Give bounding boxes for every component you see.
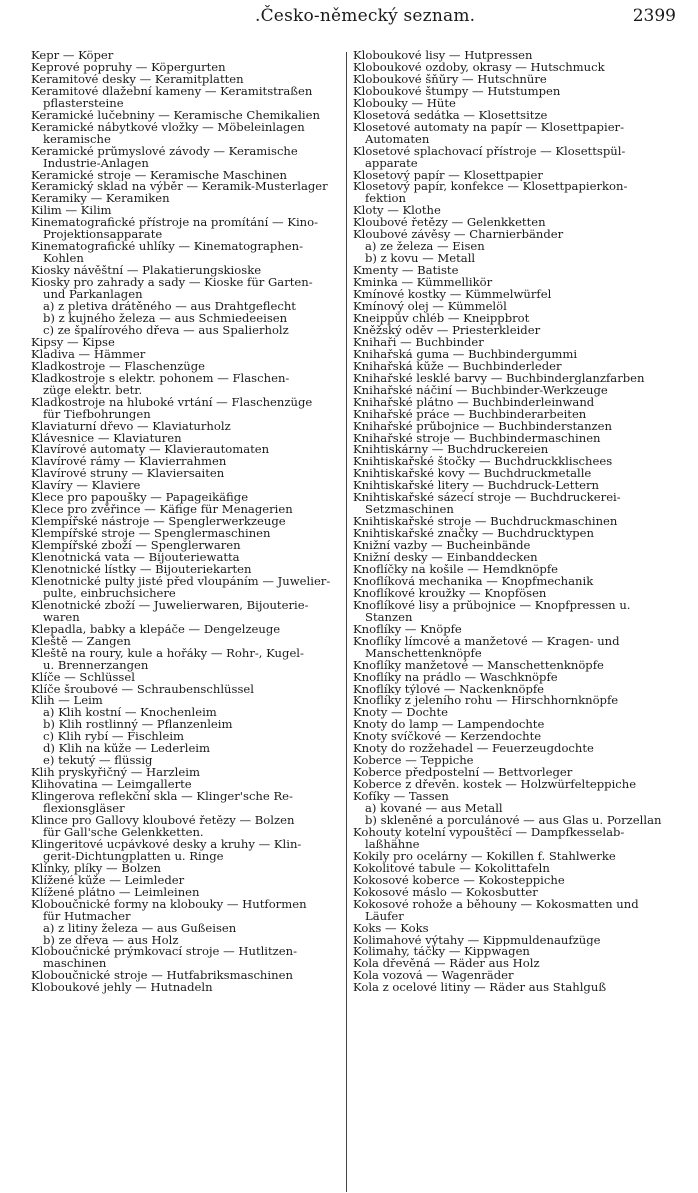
entry-continuation: waren [43,611,80,624]
dictionary-entry: Knihaři — Buchbinder [353,336,484,349]
dictionary-entry: Klih — Leim [31,695,103,708]
column-divider [346,52,347,1192]
dictionary-entry: Klece pro papoušky — Papageikäfige [31,492,249,505]
dictionary-entry: Knižní vazby — Bucheinbände [353,540,531,553]
dictionary-entry: Koberce předpostelní — Bettvorleger [353,767,573,780]
dictionary-entry: Kokosové koberce — Kokosteppiche [353,874,565,887]
dictionary-entry: Kloboučnické prýmkovací stroje — Hutlitzen- [31,946,298,959]
entry-continuation: b) z kujného železa — aus Schmiedeeisen [43,312,288,325]
entry-continuation: e) tekutý — flüssig [43,755,153,768]
dictionary-entry: Kminka — Kümmellikör [353,277,493,290]
dictionary-entry: Koks — Koks [353,922,429,935]
dictionary-entry: Kloubové řetězy — Gelenkketten [353,217,546,230]
dictionary-entry: Klih pryskyřičný — Harzleim [31,767,200,780]
dictionary-entry: Keramický sklad na výběr — Keramik-Musterlager [31,181,328,194]
entry-continuation: für Hutmacher [43,910,131,923]
dictionary-entry: Knihtiskařské stroje — Buchdruckmaschinen [353,516,618,529]
dictionary-entry: Knihařské průbojnice — Buchbinderstanzen [353,420,612,433]
entry-continuation: Stanzen [365,611,413,624]
page-title: .Česko-německý seznam. [255,6,476,26]
dictionary-entry: Knoty svíčkové — Kerzendochte [353,731,542,744]
dictionary-entry: Klosetové automaty na papír — Klosettpapier- [353,121,625,134]
dictionary-entry: Klosetová sedátka — Klosettsitze [353,109,548,122]
dictionary-entry: Klece pro zvěřince — Käfige für Menagerien [31,504,293,517]
entry-continuation: a) z pletiva drátěného — aus Drahtgeflecht [43,301,296,313]
dictionary-entry: Klíče — Schlüssel [31,671,135,684]
dictionary-entry: Koberce — Teppiche [353,755,474,768]
dictionary-entry: Klepadla, babky a klepáče — Dengelzeuge [31,623,281,636]
dictionary-entry: Knoflíkové kroužky — Knopfösen [353,587,547,600]
entry-continuation: Automaten [365,133,430,146]
dictionary-entry: Knihtiskařské štočky — Buchdruckklischees [353,456,613,469]
entry-continuation: Kohlen [43,253,84,266]
dictionary-entry: Kloboukové jehly — Hutnadeln [31,982,213,995]
dictionary-entry: Kneippův chléb — Kneippbrot [353,312,530,325]
dictionary-entry: Knoflíky z jeleního rohu — Hirschhornknöpfe [353,695,619,708]
dictionary-entry: Kolimahy, táčky — Kippwagen [353,946,530,959]
dictionary-entry: Kloty — Klothe [353,205,441,218]
dictionary-entry: Klížené kůže — Leimleder [31,874,185,887]
dictionary-entry: Kilim — Kilim [31,205,112,218]
dictionary-entry: Kladiva — Hämmer [31,348,146,361]
dictionary-entry: Kmínové kostky — Kümmelwürfel [353,289,552,302]
entry-continuation: für Gall'sche Gelenkketten. [43,826,204,839]
entry-continuation: flexionsgläser [43,803,125,815]
entry-continuation: pulte, einbruchsichere [43,587,176,600]
dictionary-entry: Kiosky návěštní — Plakatierungskioske [31,265,262,278]
dictionary-entry: Keramiky — Keramiken [31,193,170,206]
dictionary-entry: Kinematografické uhlíky — Kinematographen- [31,241,304,254]
dictionary-entry: Knihařské práce — Buchbinderarbeiten [353,408,587,421]
dictionary-entry: Keramické lučebniny — Keramische Chemikalien [31,109,320,122]
dictionary-entry: Knihtiskařské kovy — Buchdruckmetalle [353,468,592,481]
left-column [31,50,349,1190]
dictionary-entry: Klenotnické zboží — Juwelierwaren, Bijouterie- [31,599,309,612]
dictionary-entry: Kohouty kotelní vypouštěcí — Dampfkesselab- [353,826,625,839]
entry-continuation: Setzmaschinen [365,504,454,517]
dictionary-entry: Kloboukové lisy — Hutpressen [353,50,533,62]
entry-continuation: b) Klih rostlinný — Pflanzenleim [43,719,233,732]
dictionary-entry: Kladkostroje — Flaschenzüge [31,360,206,373]
dictionary-entry: Kola z ocelové litiny — Räder aus Stahlguß [353,982,607,995]
entry-continuation: a) z litiny železa — aus Gußeisen [43,922,237,935]
dictionary-entry: Kmínový olej — Kümmelöl [353,301,507,313]
dictionary-entry: Kloboučnické formy na klobouky — Hutformen [31,898,307,911]
dictionary-entry: Klince pro Gallovy kloubové řetězy — Bolzen [31,815,295,827]
dictionary-entry: Kokosové máslo — Kokosbutter [353,886,538,899]
dictionary-entry: Knihařské lesklé barvy — Buchbinderglanzfarben [353,372,645,385]
dictionary-entry: Kola vozová — Wagenräder [353,970,514,983]
dictionary-entry: Knihtiskařské značky — Buchdrucktypen [353,528,594,541]
dictionary-entry: Kleště na roury, kule a hořáky — Rohr-, Kugel- [31,647,304,660]
dictionary-entry: Kiosky pro zahrady a sady — Kioske für Garten- [31,277,313,290]
dictionary-entry: Kokosové rohože a běhouny — Kokosmatten und [353,898,639,911]
entry-continuation: a) Klih kostní — Knochenleim [43,707,217,720]
dictionary-entry: Kloboukové štumpy — Hutstumpen [353,85,561,98]
dictionary-entry: Kladkostroje na hluboké vrtání — Flaschenzüge [31,396,313,409]
dictionary-entry: Knoty do lamp — Lampendochte [353,719,545,732]
entry-continuation: maschinen [43,958,107,971]
dictionary-entry: Knihařské náčiní — Buchbinder-Werkzeuge [353,384,608,397]
entry-continuation: Manschettenknöpfe [365,647,482,660]
dictionary-entry: Klosetové splachovací přístroje — Klosettspül- [353,145,626,158]
dictionary-entry: Knihařská guma — Buchbindergummi [353,348,578,361]
dictionary-entry: Knoflíky — Knöpfe [353,623,462,636]
dictionary-entry: Kinematografické přístroje na promítání — Kino- [31,217,319,230]
entry-continuation: keramische [43,133,111,146]
dictionary-entry: Klobouky — Hüte [353,97,456,110]
dictionary-entry: Klihovatina — Leimgallerte [31,779,192,792]
dictionary-entry: Keramitové dlažební kameny — Keramitstraßen [31,85,313,98]
dictionary-entry: Knihařské stroje — Buchbindermaschinen [353,432,601,445]
dictionary-entry: Klavírové struny — Klaviersaiten [31,468,225,481]
dictionary-entry: Kleště — Zangen [31,635,131,648]
dictionary-entry: Kloboučnické stroje — Hutfabriksmaschinen [31,970,293,983]
dictionary-entry: Klempířské zboží — Spenglerwaren [31,540,241,553]
dictionary-entry: Knižní desky — Einbanddecken [353,552,538,564]
dictionary-entry: Kofíky — Tassen [353,791,449,804]
entry-continuation: fektion [365,193,406,206]
dictionary-entry: Knoflíky týlové — Nackenknöpfe [353,683,545,696]
dictionary-entry: Kněžský oděv — Priesterkleider [353,324,541,337]
entry-continuation: b) skleněné a porculánové — aus Glas u. Porzellan [365,815,662,827]
entry-continuation: b) z kovu — Metall [365,253,476,266]
dictionary-entry: Klosetový papír, konfekce — Klosettpapierkon- [353,181,628,194]
dictionary-entry: Knoflíkové lisy a průbojnice — Knopfpressen u. [353,599,631,612]
dictionary-entry: Keprové popruhy — Köpergurten [31,61,226,74]
dictionary-entry: Knihtiskárny — Buchdruckereien [353,444,549,457]
dictionary-entry: Klempířské stroje — Spenglermaschinen [31,528,271,541]
page-header [0,4,698,40]
dictionary-entry: Knihtiskařské litery — Buchdruck-Lettern [353,480,599,493]
dictionary-entry: Koberce z dřevěn. kostek — Holzwürfelteppiche [353,779,637,792]
entry-continuation: d) Klih na kůže — Lederleim [43,743,211,756]
right-column [353,50,671,1190]
dictionary-entry: Keramitové desky — Keramitplatten [31,73,244,86]
dictionary-entry: Klíče šroubové — Schraubenschlüssel [31,683,254,696]
entry-continuation: u. Brennerzangen [43,659,149,672]
entry-continuation: b) ze dřeva — aus Holz [43,934,179,947]
dictionary-entry: Knihtiskařské sázecí stroje — Buchdruckerei- [353,492,621,505]
dictionary-entry: Knihařská kůže — Buchbinderleder [353,360,562,373]
dictionary-entry: Knoflíky na prádlo — Waschknöpfe [353,671,558,684]
entry-continuation: Projektionsapparate [43,229,163,242]
dictionary-entry: Kokily pro ocelárny — Kokillen f. Stahlwerke [353,850,616,863]
dictionary-entry: Klenotnická vata — Bijouteriewatta [31,552,240,564]
entry-continuation: apparate [365,157,418,170]
dictionary-entry: Knoty — Dochte [353,707,449,720]
dictionary-entry: Kokolitové tabule — Kokolittafeln [353,862,550,875]
dictionary-entry: Kola dřevěná — Räder aus Holz [353,958,540,971]
dictionary-entry: Kmenty — Batiste [353,265,459,278]
dictionary-entry: Knoflíčky na košile — Hemdknöpfe [353,563,558,576]
entry-continuation: pflastersteine [43,97,124,110]
dictionary-entry: Kolimahové výtahy — Kippmuldenaufzüge [353,934,601,947]
entry-continuation: Industrie-Anlagen [43,157,149,170]
dictionary-entry: Klávesnice — Klaviaturen [31,432,182,445]
dictionary-entry: Knoflíková mechanika — Knopfmechanik [353,575,594,588]
entry-continuation: und Parkanlagen [43,289,143,302]
dictionary-entry: Knoflíky manžetové — Manschettenknöpfe [353,659,604,672]
dictionary-entry: Kloubové závěsy — Charnierbänder [353,229,564,242]
dictionary-entry: Kipsy — Kipse [31,336,115,349]
dictionary-entry: Klosetový papír — Klosettpapier [353,169,543,182]
dictionary-entry: Keramické nábytkové vložky — Möbeleinlagen [31,121,305,134]
dictionary-entry: Klaviaturní dřevo — Klaviaturholz [31,420,231,433]
dictionary-entry: Knihařské plátno — Buchbinderleinwand [353,396,595,409]
entry-continuation: Läufer [365,910,404,923]
entry-continuation: c) Klih rybí — Fischleim [43,731,185,744]
dictionary-entry: Klingeritové ucpávkové desky a kruhy — Klin- [31,838,302,851]
dictionary-entry: Klavírové rámy — Klavierrahmen [31,456,227,469]
dictionary-entry: Klížené plátno — Leimleinen [31,886,200,899]
dictionary-entry: Knoty do rozžehadel — Feuerzeugdochte [353,743,594,756]
entry-continuation: c) ze špalírového dřeva — aus Spalierholz [43,324,289,337]
dictionary-entry: Klempířské nástroje — Spenglerwerkzeuge [31,516,286,529]
dictionary-entry: Kloboukové ozdoby, okrasy — Hutschmuck [353,61,605,74]
page-number: 2399 [632,6,676,26]
entry-continuation: züge elektr. betr. [43,384,143,397]
dictionary-entry: Keramické stroje — Keramische Maschinen [31,169,288,182]
dictionary-entry: Klínky, plíky — Bolzen [31,862,161,875]
dictionary-entry: Klavíry — Klaviere [31,480,141,493]
dictionary-entry: Klavírové automaty — Klavierautomaten [31,444,270,457]
dictionary-entry: Kloboukové šňůry — Hutschnüre [353,73,547,86]
dictionary-entry: Kepr — Köper [31,50,114,62]
dictionary-entry: Klingerova reflekční skla — Klinger'sche Re- [31,791,293,804]
dictionary-entry: Klenotnické pulty jisté před vloupáním — Juwelier- [31,575,331,588]
entry-continuation: a) kované — aus Metall [365,803,503,815]
entry-continuation: laßhähne [365,838,420,851]
dictionary-entry: Klenotnické lístky — Bijouteriekarten [31,563,252,576]
entry-continuation: gerit-Dichtungplatten u. Ringe [43,850,224,863]
entry-continuation: a) ze železa — Eisen [365,241,485,254]
dictionary-entry: Kladkostroje s elektr. pohonem — Flaschen- [31,372,290,385]
dictionary-entry: Keramické průmyslové závody — Keramische [31,145,298,158]
entry-continuation: für Tiefbohrungen [43,408,151,421]
dictionary-entry: Knoflíky límcové a manžetové — Kragen- und [353,635,620,648]
